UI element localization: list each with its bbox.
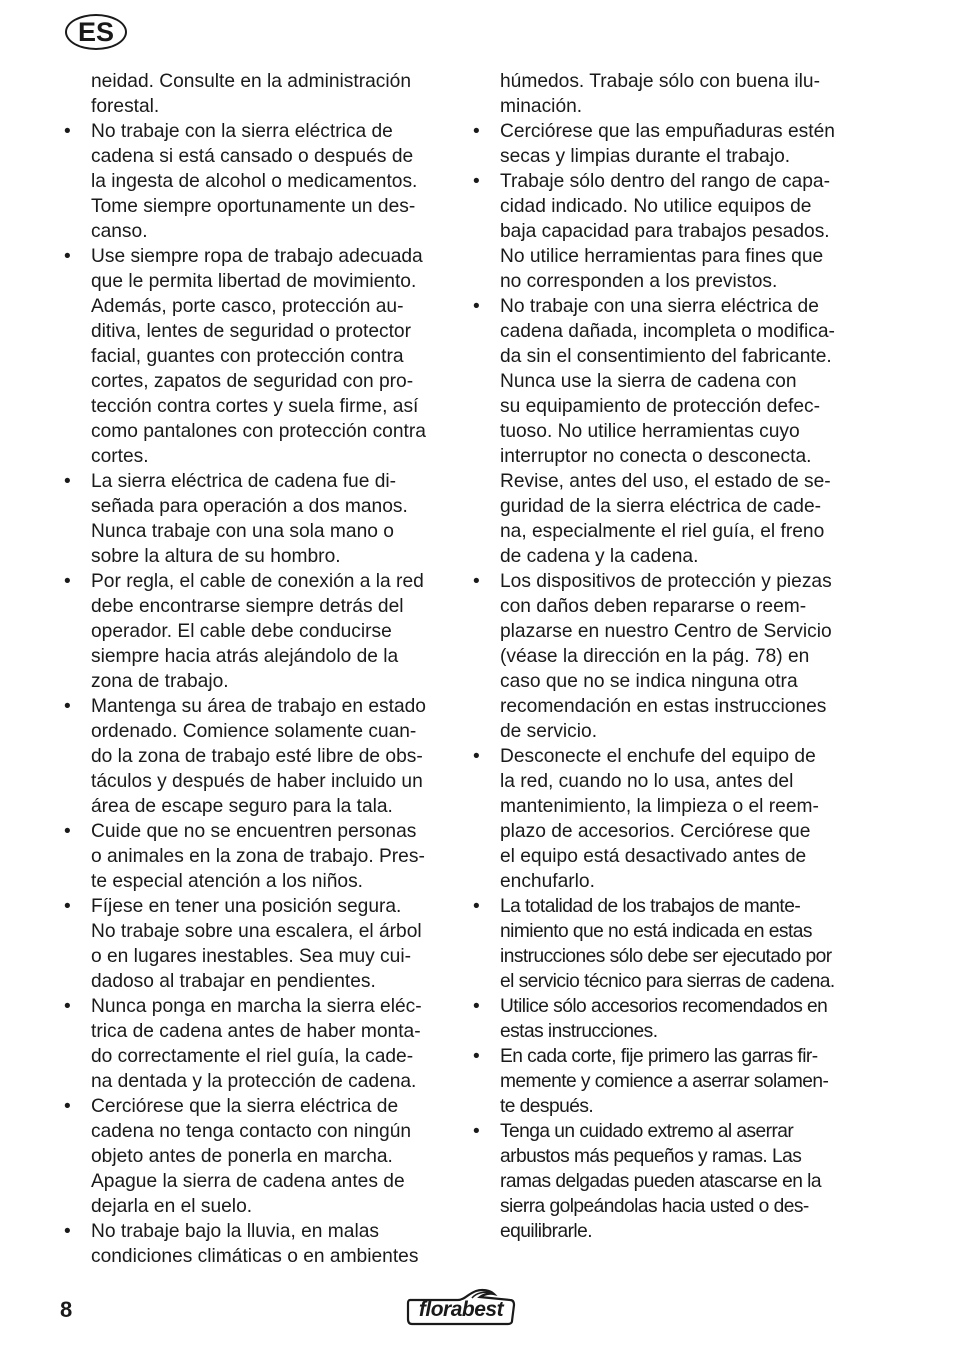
bullet-item-start: • Fíjese en tener una posición segura. — [62, 894, 454, 919]
text-line: tuoso. No utilice herramientas cuyo — [500, 421, 800, 442]
bullet-item-start: • Trabaje sólo dentro del rango de capa- — [471, 169, 863, 194]
text-line: te después. — [500, 1096, 594, 1117]
bullet-item-start: • Nunca ponga en marcha la sierra eléc- — [62, 994, 454, 1019]
text-line: de servicio. — [500, 721, 598, 742]
text-line: No utilice herramientas para fines que — [500, 246, 824, 267]
right-text-column — [471, 69, 863, 1244]
text-line: ordenado. Comience solamente cuan- — [91, 721, 417, 742]
text-line: forestal. — [91, 96, 160, 117]
text-line: memente y comience a aserrar solamen- — [500, 1071, 829, 1092]
text-line: señada para operación a dos manos. — [91, 496, 408, 517]
bullet-item-start: • Los dispositivos de protección y piezas — [471, 569, 863, 594]
bullet-item-start: • No trabaje con la sierra eléctrica de — [62, 119, 454, 144]
text-line: que le permita libertad de movimiento. — [91, 271, 417, 292]
text-line: Nunca use la sierra de cadena con — [500, 371, 797, 392]
text-line: nimiento que no está indicada en estas — [500, 921, 812, 942]
text-line: secas y limpias durante el trabajo. — [500, 146, 791, 167]
text-line: zona de trabajo. — [91, 671, 229, 692]
bullet-item-start: • No trabaje con una sierra eléctrica de — [471, 294, 863, 319]
text-line: Revise, antes del uso, el estado de se- — [500, 471, 831, 492]
text-line: minación. — [500, 96, 583, 117]
text-line: guridad de la sierra eléctrica de cade- — [500, 496, 822, 517]
text-line: Nunca trabaje con una sola mano o — [91, 521, 394, 542]
bullet-item-start: • Cuide que no se encuentren personas — [62, 819, 454, 844]
bullet-item-start: • En cada corte, fije primero las garras fir- — [471, 1044, 863, 1069]
text-line: trica de cadena antes de haber monta- — [91, 1021, 421, 1042]
bullet-item-start: • Tenga un cuidado extremo al aserrar — [471, 1119, 863, 1144]
text-line: o en lugares inestables. Sea muy cui- — [91, 946, 411, 967]
text-line: objeto antes de ponerla en marcha. — [91, 1146, 393, 1167]
text-line: mantenimiento, la limpieza o el reem- — [500, 796, 819, 817]
text-line: equilibrarle. — [500, 1221, 593, 1242]
text-line: na, especialmente el riel guía, el freno — [500, 521, 825, 542]
text-line: tección contra cortes y suela firme, así — [91, 396, 419, 417]
text-line: el servicio técnico para sierras de cadena. — [500, 971, 835, 992]
text-line: do correctamente el riel guía, la cade- — [91, 1046, 414, 1067]
bullet-item-start: • Cerciórese que la sierra eléctrica de — [62, 1094, 454, 1119]
text-line: do la zona de trabajo esté libre de obs- — [91, 746, 423, 767]
page-number: 8 — [60, 1297, 73, 1322]
text-line: enchufarlo. — [500, 871, 595, 892]
text-line: facial, guantes con protección contra — [91, 346, 404, 367]
text-line: te especial atención a los niños. — [91, 871, 363, 892]
bullet-item-start: • La totalidad de los trabajos de mante- — [471, 894, 863, 919]
text-line: Apague la sierra de cadena antes de — [91, 1171, 405, 1192]
text-line: húmedos. Trabaje sólo con buena ilu- — [500, 71, 820, 92]
text-line: interruptor no conecta o desconecta. — [500, 446, 812, 467]
text-line: siempre hacia atrás alejándolo de la — [91, 646, 399, 667]
text-line: da sin el consentimiento del fabricante. — [500, 346, 832, 367]
text-line: (véase la dirección en la pág. 78) en — [500, 646, 810, 667]
bullet-item-start: • Use siempre ropa de trabajo adecuada — [62, 244, 454, 269]
text-line: canso. — [91, 221, 148, 242]
text-line: Tome siempre oportunamente un des- — [91, 196, 416, 217]
text-line: cidad indicado. No utilice equipos de — [500, 196, 812, 217]
text-line: cortes. — [91, 446, 149, 467]
text-line: Además, porte casco, protección au- — [91, 296, 404, 317]
bullet-item-start: • Desconecte el enchufe del equipo de — [471, 744, 863, 769]
left-text-column — [62, 69, 454, 1269]
text-line: ditiva, lentes de seguridad o protector — [91, 321, 411, 342]
text-line: instrucciones sólo debe ser ejecutado por — [500, 946, 832, 967]
text-line: dadoso al trabajar en pendientes. — [91, 971, 376, 992]
text-line: cadena si está cansado o después de — [91, 146, 414, 167]
language-badge: ES — [65, 14, 127, 50]
text-line: su equipamiento de protección defec- — [500, 396, 820, 417]
bullet-item-start: • La sierra eléctrica de cadena fue di- — [62, 469, 454, 494]
text-line: baja capacidad para trabajos pesados. — [500, 221, 830, 242]
text-line: recomendación en estas instrucciones — [500, 696, 827, 717]
text-line: estas instrucciones. — [500, 1021, 658, 1042]
text-line: de cadena y la cadena. — [500, 546, 699, 567]
text-line: plazarse en nuestro Centro de Servicio — [500, 621, 832, 642]
text-line: arbustos más pequeños y ramas. Las — [500, 1146, 802, 1167]
bullet-item-start: • Cerciórese que las empuñaduras estén — [471, 119, 863, 144]
text-line: la red, cuando no lo usa, antes del — [500, 771, 794, 792]
text-line: condiciones climáticas o en ambientes — [91, 1246, 419, 1267]
text-line: la ingesta de alcohol o medicamentos. — [91, 171, 418, 192]
text-line: dejarla en el suelo. — [91, 1196, 253, 1217]
text-line: caso que no se indica ninguna otra — [500, 671, 798, 692]
text-line: cortes, zapatos de seguridad con pro- — [91, 371, 414, 392]
text-line: táculos y después de haber incluido un — [91, 771, 423, 792]
text-line: No trabaje sobre una escalera, el árbol — [91, 921, 422, 942]
text-line: no corresponden a los previstos. — [500, 271, 778, 292]
bullet-item-start: • Utilice sólo accesorios recomendados en — [471, 994, 863, 1019]
text-line: como pantalones con protección contra — [91, 421, 426, 442]
bullet-item-start: • Mantenga su área de trabajo en estado — [62, 694, 454, 719]
text-line: área de escape seguro para la tala. — [91, 796, 393, 817]
text-line: debe encontrarse siempre detrás del — [91, 596, 404, 617]
text-line: el equipo está desactivado antes de — [500, 846, 807, 867]
text-line: na dentada y la protección de cadena. — [91, 1071, 417, 1092]
text-line: sobre la altura de su hombro. — [91, 546, 341, 567]
logo-text: florabest — [418, 1298, 504, 1321]
text-line: neidad. Consulte en la administración — [91, 71, 411, 92]
bullet-item-start: • Por regla, el cable de conexión a la red — [62, 569, 454, 594]
text-line: o animales en la zona de trabajo. Pres- — [91, 846, 425, 867]
text-line: cadena dañada, incompleta o modifica- — [500, 321, 835, 342]
text-line: con daños deben repararse o reem- — [500, 596, 807, 617]
text-line: sierra golpeándolas hacia usted o des- — [500, 1196, 809, 1217]
text-line: operador. El cable debe conducirse — [91, 621, 392, 642]
text-line: ramas delgadas pueden atascarse en la — [500, 1171, 821, 1192]
florabest-logo — [406, 1288, 516, 1326]
bullet-item-start: • No trabaje bajo la lluvia, en malas — [62, 1219, 454, 1244]
text-line: cadena no tenga contacto con ningún — [91, 1121, 412, 1142]
text-line: plazo de accesorios. Cerciórese que — [500, 821, 811, 842]
